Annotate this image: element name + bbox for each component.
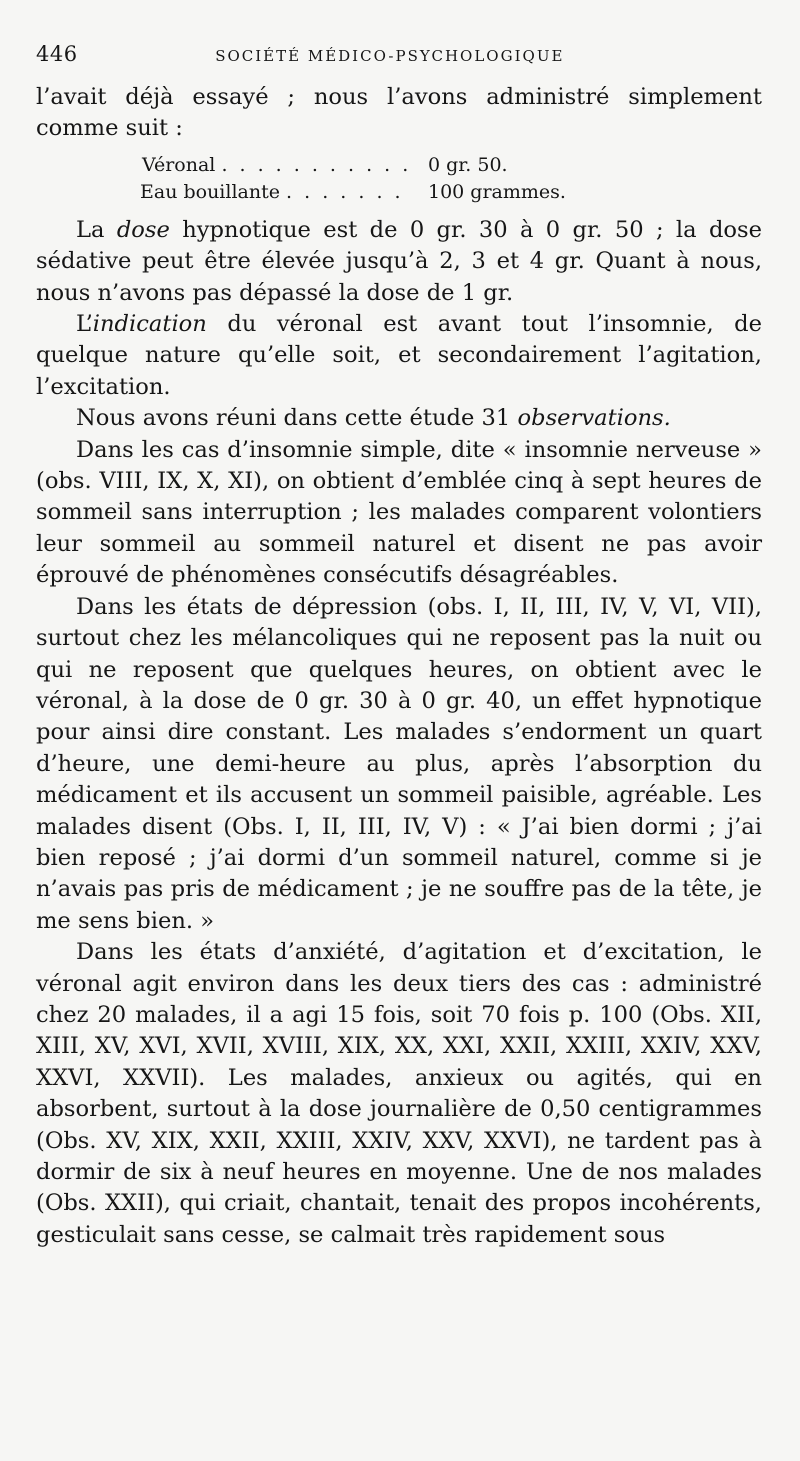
running-head: SOCIÉTÉ MÉDICO-PSYCHOLOGIQUE [215, 47, 565, 65]
emphasis: dose [116, 216, 170, 243]
page-number: 446 [36, 42, 78, 66]
paragraph-insomnie: Dans les cas d’insomnie simple, dite « insomnie nerveuse » (obs. VIII, IX, X, XI), on obtient d’emblée cinq à sept heures de sommeil sans interruption ; les malades comparent volontiers leur sommeil au sommeil naturel et disent ne pas avoir éprouvé de phénomènes consécutifs désagréables. [36, 436, 762, 589]
page-header [36, 42, 762, 82]
leader-dots: . . . . . . . . . . . [221, 153, 412, 176]
paragraph-dose: La dose hypnotique est de 0 gr. 30 à 0 gr. 50 ; la dose sédative peut être élevée jusqu’à 2, 3 et 4 gr. Quant à nous, nous n’avons pas dépassé la dose de 1 gr. [36, 216, 763, 306]
leader-dots: . . . . . . . [286, 180, 404, 203]
formula-ingredient: Eau bouillante . . . . . . . [140, 180, 404, 203]
prescription-formula [36, 152, 762, 206]
formula-row-veronal [36, 152, 762, 179]
formula-ingredient: Véronal . . . . . . . . . . . [142, 153, 412, 176]
intro-paragraph: l’avait déjà essayé ; nous l’avons administré simplement comme suit : [36, 84, 762, 142]
emphasis: indication [92, 311, 207, 338]
paragraph-depression: Dans les états de dépression (obs. I, II, III, IV, V, VI, VII), surtout chez les mélancoliques qui ne reposent pas la nuit ou qui ne reposent que quelques heures, on obtient avec le véronal, à la dose de 0 gr. 30 à 0 gr. 40, un effet hypnotique pour ainsi dire constant. Les malades s’endorment un quart d’heure, une demi-heure au plus, après l’absorption du médicament et ils accusent un sommeil paisible, agréable. Les malades disent (Obs. I, II, III, IV, V) : « J’ai bien dormi ; j’ai bien reposé ; j’ai dormi d’un sommeil naturel, comme si je n’avais pas pris de médicament ; je ne souffre pas de la tête, je me sens bien. » [36, 593, 762, 934]
paragraph-anxiete: Dans les états d’anxiété, d’agitation et d’excitation, le véronal agit environ dans les deux tiers des cas : administré chez 20 malades, il a agi 15 fois, soit 70 fois p. 100 (Obs. XII, XIII, XV, XVI, XVII, XVIII, XIX, XX, XXI, XXII, XXIII, XXIV, XXV, XXVI, XXVII). Les malades, anxieux ou agités, qui en absorbent, surtout à la dose journalière de 0,50 centigrammes (Obs. XV, XIX, XXII, XXIII, XXIV, XXV, XXVI), ne tardent pas à dormir de six à neuf heures en moyenne. Une de nos malades (Obs. XXII), qui criait, chantait, tenait des propos incohérents, gesticulait sans cesse, se calmait très rapidement sous [36, 939, 762, 1248]
formula-quantity: 0 gr. 50. [428, 153, 508, 176]
formula-row-eau [36, 179, 762, 206]
formula-quantity: 100 grammes. [428, 180, 566, 203]
body-text [36, 82, 762, 1251]
paragraph-observations: Nous avons réuni dans cette étude 31 observations. [76, 405, 671, 432]
paragraph-indication: L’indication du véronal est avant tout l’insomnie, de quelque nature qu’elle soit, et secondairement l’agitation, l’excitation. [36, 311, 762, 400]
emphasis: observations. [517, 405, 671, 432]
